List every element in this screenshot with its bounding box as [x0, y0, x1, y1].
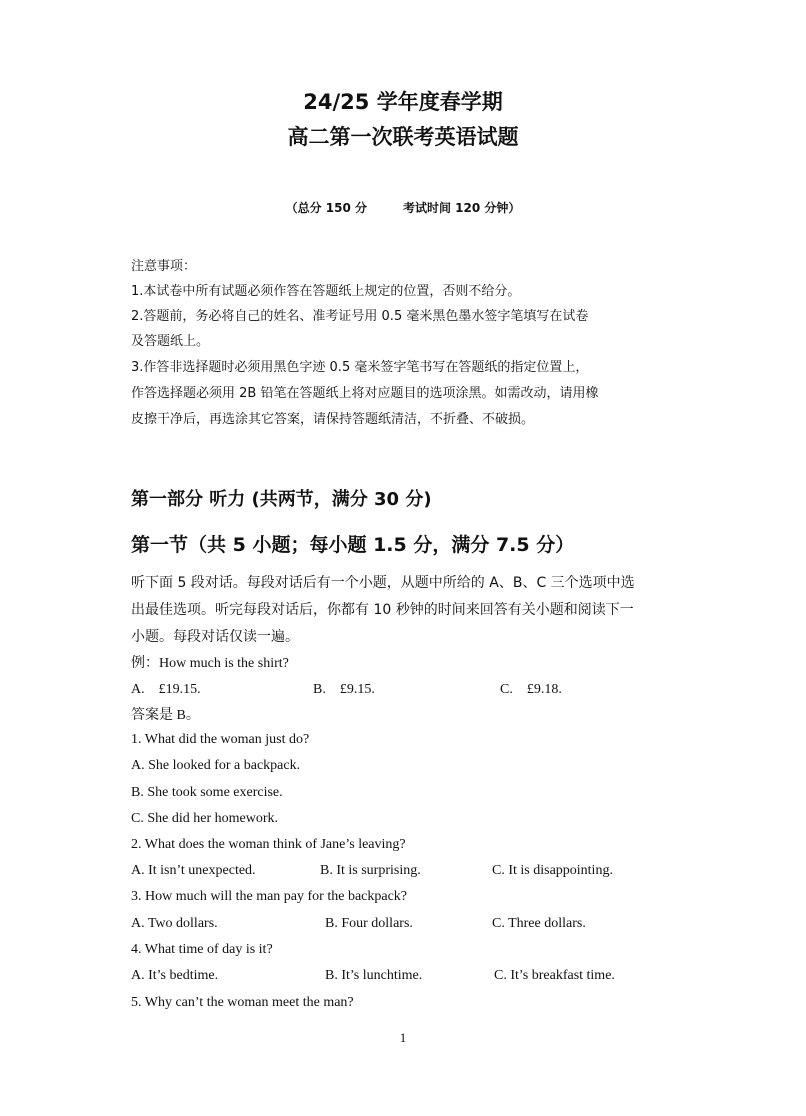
question-2-option-b: B. It is surprising. [320, 863, 421, 878]
example-answer: 答案是 B。 [131, 708, 200, 723]
example-option-b: B. £9.15. [313, 682, 375, 697]
question-1: 1. What did the woman just do? [131, 732, 310, 747]
example-question: 例：How much is the shirt? [131, 656, 289, 671]
question-2-option-a: A. It isn’t unexpected. [131, 863, 256, 878]
question-2: 2. What does the woman think of Jane’s leaving? [131, 837, 406, 852]
instructions-line-c: 小题。每段对话仅读一遍。 [131, 629, 299, 645]
section1-heading: 第一节（共 5 小题；每小题 1.5 分，满分 7.5 分） [131, 534, 575, 556]
question-5: 5. Why can’t the woman meet the man? [131, 995, 354, 1010]
question-3-option-c: C. Three dollars. [492, 916, 586, 931]
question-4: 4. What time of day is it? [131, 942, 273, 957]
question-1-option-c: C. She did her homework. [131, 811, 278, 826]
notice-line-1: 1.本试卷中所有试题必须作答在答题纸上规定的位置，否则不给分。 [131, 284, 521, 299]
example-option-a: A. £19.15. [131, 682, 201, 697]
question-3-option-a: A. Two dollars. [131, 916, 218, 931]
notice-line-2a: 2.答题前，务必将自己的姓名、准考证号用 0.5 毫米黑色墨水签字笔填写在试卷 [131, 309, 589, 324]
notice-line-3a: 3.作答非选择题时必须用黑色字迹 0.5 毫米签字笔书写在答题纸的指定位置上， [131, 360, 589, 375]
example-option-c: C. £9.18. [500, 682, 562, 697]
score-time-info: （总分 150 分 考试时间 120 分钟） [285, 201, 521, 215]
exam-title-line1: 24/25 学年度春学期 [303, 90, 503, 114]
notice-line-3c: 皮擦干净后，再选涂其它答案，请保持答题纸清洁，不折叠、不破损。 [131, 412, 535, 427]
notice-line-3b: 作答选择题必须用 2B 铅笔在答题纸上将对应题目的选项涂黑。如需改动，请用橡 [131, 386, 599, 401]
question-2-option-c: C. It is disappointing. [492, 863, 613, 878]
question-3: 3. How much will the man pay for the backpack? [131, 889, 408, 904]
part1-heading: 第一部分 听力 (共两节，满分 30 分) [131, 489, 432, 510]
exam-title-line2: 高二第一次联考英语试题 [287, 125, 519, 149]
question-1-option-b: B. She took some exercise. [131, 785, 283, 800]
question-4-option-b: B. It’s lunchtime. [325, 968, 423, 983]
question-3-option-b: B. Four dollars. [325, 916, 413, 931]
page-number: 1 [399, 1030, 407, 1045]
instructions-line-a: 听下面 5 段对话。每段对话后有一个小题，从题中所给的 A、B、C 三个选项中选 [131, 575, 635, 591]
notice-line-2b: 及答题纸上。 [131, 334, 210, 349]
question-1-option-a: A. She looked for a backpack. [131, 758, 301, 773]
notice-heading: 注意事项： [131, 259, 197, 274]
instructions-line-b: 出最佳选项。听完每段对话后，你都有 10 秒钟的时间来回答有关小题和阅读下一 [131, 602, 634, 618]
question-4-option-a: A. It’s bedtime. [131, 968, 219, 983]
question-4-option-c: C. It’s breakfast time. [494, 968, 615, 983]
